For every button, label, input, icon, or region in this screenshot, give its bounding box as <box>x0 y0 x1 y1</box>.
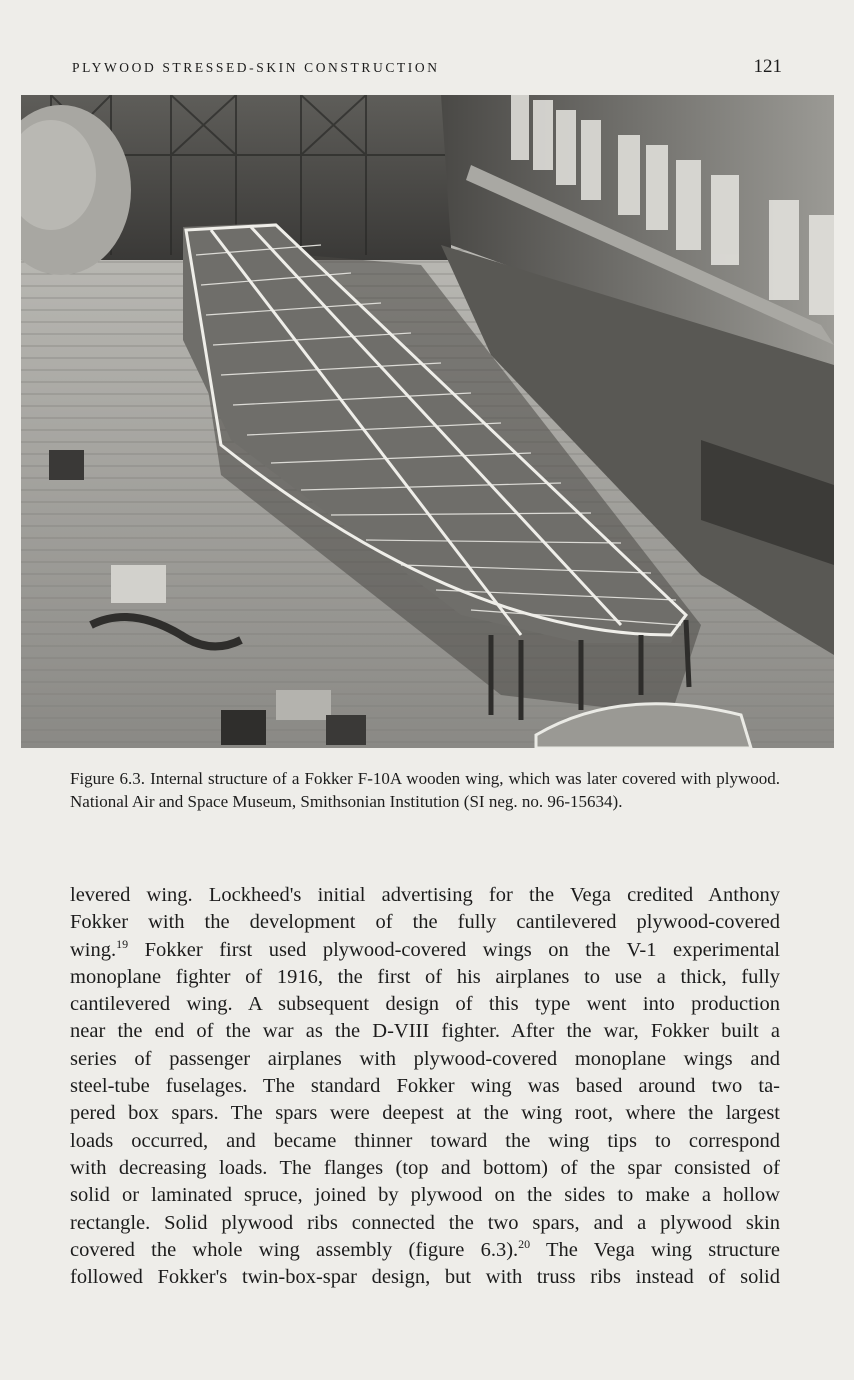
body-line-text: Fokker with the development of the fully cantilevered plywood-covered <box>70 911 780 934</box>
footnote-ref[interactable]: 20 <box>518 1236 531 1251</box>
body-line <box>70 1210 780 1237</box>
body-line <box>70 1237 780 1264</box>
body-line <box>70 1155 780 1182</box>
wing-photo-illustration <box>21 95 834 748</box>
body-line-text: series of passenger airplanes with plywood-covered monoplane wings and <box>70 1047 780 1070</box>
body-line-text: cantilevered wing. A subsequent design of this type went into production <box>70 993 780 1016</box>
body-line <box>70 1018 780 1045</box>
figure-caption: Figure 6.3. Internal structure of a Fokker F-10A wooden wing, which was later covered with plywood. National Air and Space Museum, Smithsonian Institution (SI neg. no. 96-15634). <box>70 769 780 811</box>
body-line <box>70 1264 780 1291</box>
body-paragraph <box>70 882 780 1291</box>
body-line-text: levered wing. Lockheed's initial advertising for the Vega credited Anthony <box>70 884 780 906</box>
body-line <box>70 1100 780 1127</box>
body-line-text: The Vega wing structure <box>530 1238 780 1261</box>
footnote-ref[interactable]: 19 <box>116 936 129 951</box>
body-line-text: steel-tube fuselages. The standard Fokker wing was based around two ta- <box>70 1075 780 1098</box>
body-line <box>70 1182 780 1209</box>
figure-photo <box>21 95 834 748</box>
body-line-text: Fokker first used plywood-covered wings on the V-1 experimental <box>128 938 780 961</box>
body-line <box>70 937 780 964</box>
body-line-text: covered the whole wing assembly (figure 6.3). <box>70 1238 519 1261</box>
body-line <box>70 991 780 1018</box>
body-line <box>70 964 780 991</box>
body-line-text: loads occurred, and became thinner toward the wing tips to correspond <box>70 1129 780 1152</box>
body-line <box>70 1046 780 1073</box>
body-line-text: followed Fokker's twin-box-spar design, but with truss ribs instead of solid <box>70 1266 780 1289</box>
page-number: 121 <box>753 56 782 77</box>
running-title: PLYWOOD STRESSED-SKIN CONSTRUCTION <box>72 60 440 75</box>
body-line-text: wing. <box>70 938 117 961</box>
body-line-text: near the end of the war as the D-VIII fighter. After the war, Fokker built a <box>70 1020 780 1043</box>
body-line <box>70 1073 780 1100</box>
body-line-text: solid or laminated spruce, joined by plywood on the sides to make a hollow <box>70 1184 780 1207</box>
body-line <box>70 1128 780 1155</box>
running-head <box>72 56 782 78</box>
body-line-text: with decreasing loads. The flanges (top and bottom) of the spar consisted of <box>70 1156 780 1179</box>
body-line-text: monoplane fighter of 1916, the first of his airplanes to use a thick, fully <box>70 965 780 988</box>
body-line-text: pered box spars. The spars were deepest at the wing root, where the largest <box>70 1102 780 1125</box>
body-line <box>70 909 780 936</box>
body-line-text: rectangle. Solid plywood ribs connected the two spars, and a plywood skin <box>70 1211 780 1234</box>
body-line <box>70 882 780 909</box>
